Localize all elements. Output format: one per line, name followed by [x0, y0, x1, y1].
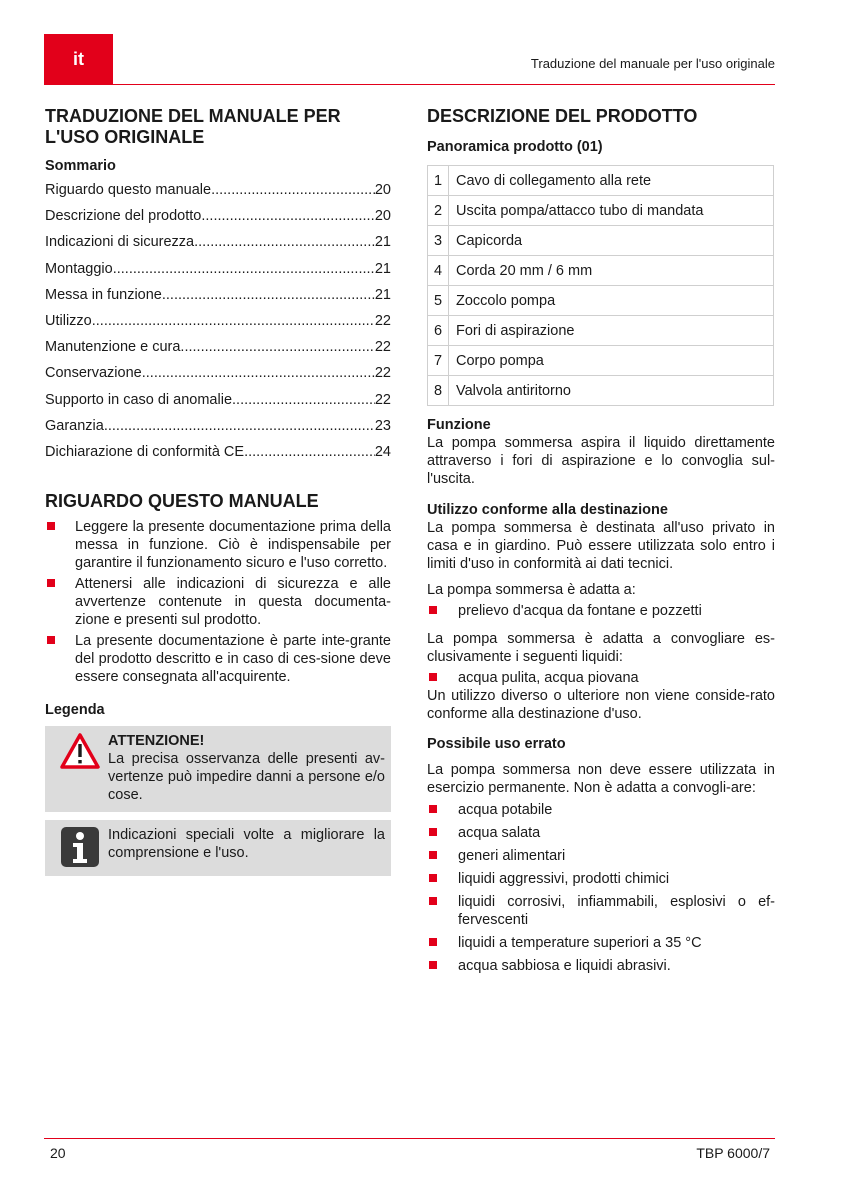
liquid-item: acqua pulita, acqua piovana — [427, 669, 775, 687]
part-name: Valvola antiritorno — [449, 376, 774, 406]
misuse-item: generi alimentari — [427, 847, 775, 865]
part-number: 1 — [428, 166, 449, 196]
table-row — [428, 346, 774, 376]
intended-use-heading: Utilizzo conforme alla destinazione — [427, 502, 668, 518]
about-bullet-list — [45, 518, 391, 686]
toc-heading: Sommario — [45, 158, 116, 174]
model-name: TBP 6000/7 — [696, 1145, 770, 1161]
toc-entry — [45, 181, 391, 207]
toc-entry-page: 24 — [374, 443, 391, 460]
about-bullet-item: Leggere la presente documentazione prima della messa in funzione. Ciò è indispensabile per garantire il funzionamento sicuro e l'uso corretto. — [45, 518, 391, 572]
part-name: Cavo di collegamento alla rete — [449, 166, 774, 196]
toc-entry-label: Conservazione — [45, 365, 142, 382]
toc-entry — [45, 338, 391, 364]
product-description-title: DESCRIZIONE DEL PRODOTTO — [427, 106, 698, 126]
misuse-heading: Possibile uso errato — [427, 736, 566, 752]
toc-entry-label: Descrizione del prodotto — [45, 208, 202, 225]
about-title: RIGUARDO QUESTO MANUALE — [45, 491, 319, 512]
toc-leader-dots — [201, 207, 374, 225]
about-bullet-item: La presente documentazione è parte inte-grante del prodotto descritto e in caso di ces-sione deve essere consegnata all'acquirente. — [45, 632, 391, 686]
language-tab: it — [44, 34, 113, 84]
function-heading: Funzione — [427, 417, 491, 433]
toc-entry-label: Garanzia — [45, 417, 104, 434]
toc-entry — [45, 286, 391, 312]
part-number: 7 — [428, 346, 449, 376]
part-number: 6 — [428, 316, 449, 346]
toc-entry — [45, 207, 391, 233]
toc-entry — [45, 260, 391, 286]
parts-table — [427, 165, 774, 406]
suitable-intro: La pompa sommersa è adatta a: — [427, 582, 636, 598]
main-title: TRADUZIONE DEL MANUALE PER L'USO ORIGINALE — [45, 106, 341, 147]
toc-leader-dots — [211, 181, 375, 199]
other-use-text: Un utilizzo diverso o ulteriore non viene conside-rato conforme alla destinazione d'uso. — [427, 688, 775, 722]
misuse-item: acqua salata — [427, 824, 775, 842]
footer-divider — [44, 1138, 775, 1139]
toc-entry — [45, 364, 391, 390]
intended-use-text: La pompa sommersa è destinata all'uso privato in casa e in giardino. Può essere utilizzata solo entro i limiti d'uso in conformità ai dati tecnici. — [427, 520, 775, 572]
toc-entry — [45, 233, 391, 259]
part-name: Fori di aspirazione — [449, 316, 774, 346]
table-row — [428, 316, 774, 346]
misuse-item: acqua sabbiosa e liquidi abrasivi. — [427, 957, 775, 975]
about-bullet-item: Attenersi alle indicazioni di sicurezza e alle avvertenze contenute in questa documenta-zione e presenti sul prodotto. — [45, 575, 391, 629]
part-name: Corda 20 mm / 6 mm — [449, 256, 774, 286]
toc-leader-dots — [180, 338, 374, 356]
warning-title: ATTENZIONE! — [108, 733, 205, 750]
warning-text: La precisa osservanza delle presenti av-vertenze può impedire danni a persone e/o cose. — [108, 751, 385, 804]
table-row — [428, 166, 774, 196]
part-number: 4 — [428, 256, 449, 286]
toc-leader-dots — [244, 443, 375, 461]
toc-entry-page: 20 — [374, 208, 391, 225]
info-text: Indicazioni speciali volte a migliorare la comprensione e l'uso. — [108, 827, 385, 862]
liquids-intro: La pompa sommersa è adatta a convogliare es-clusivamente i seguenti liquidi: — [427, 631, 775, 665]
toc-entry-page: 22 — [374, 312, 391, 329]
toc-leader-dots — [232, 391, 375, 409]
toc-entry-label: Montaggio — [45, 260, 113, 277]
part-name: Uscita pompa/attacco tubo di mandata — [449, 196, 774, 226]
info-icon — [51, 826, 108, 868]
toc-entry — [45, 391, 391, 417]
toc-entry-label: Supporto in caso di anomalie — [45, 391, 233, 408]
toc-entry-label: Messa in funzione — [45, 286, 162, 303]
toc-leader-dots — [194, 233, 375, 251]
left-column — [45, 106, 391, 876]
suitable-list — [427, 602, 775, 620]
part-name: Zoccolo pompa — [449, 286, 774, 316]
function-text: La pompa sommersa aspira il liquido direttamente attraverso i fori di aspirazione e lo convoglia sul-l'uscita. — [427, 435, 775, 487]
header-divider — [44, 84, 775, 85]
misuse-item: liquidi aggressivi, prodotti chimici — [427, 870, 775, 888]
suitable-item: prelievo d'acqua da fontane e pozzetti — [427, 602, 775, 620]
toc-entry-page: 22 — [374, 339, 391, 356]
toc-entry — [45, 312, 391, 338]
toc-entry-label: Manutenzione e cura — [45, 339, 181, 356]
part-name: Corpo pompa — [449, 346, 774, 376]
misuse-text: La pompa sommersa non deve essere utilizzata in esercizio permanente. Non è adatta a convogli-are: — [427, 762, 775, 796]
part-number: 3 — [428, 226, 449, 256]
toc-leader-dots — [162, 286, 375, 304]
legend-heading: Legenda — [45, 702, 105, 719]
misuse-item: liquidi corrosivi, infiammabili, esplosivi o ef-fervescenti — [427, 893, 775, 929]
table-row — [428, 226, 774, 256]
toc-entry-page: 21 — [374, 286, 391, 303]
toc-leader-dots — [142, 364, 375, 382]
table-row — [428, 376, 774, 406]
part-number: 5 — [428, 286, 449, 316]
toc-entry-label: Dichiarazione di conformità CE — [45, 443, 245, 460]
part-number: 2 — [428, 196, 449, 226]
page-number: 20 — [50, 1145, 66, 1161]
warning-triangle-icon — [51, 732, 108, 804]
toc-leader-dots — [113, 260, 375, 278]
right-column — [427, 106, 775, 975]
misuse-item: liquidi a temperature superiori a 35 °C — [427, 934, 775, 952]
toc-leader-dots — [92, 312, 375, 330]
liquids-list — [427, 669, 775, 687]
toc-entry-page: 22 — [374, 391, 391, 408]
part-number: 8 — [428, 376, 449, 406]
toc-entry-page: 21 — [374, 260, 391, 277]
warning-note — [45, 726, 391, 812]
toc-entry-label: Utilizzo — [45, 312, 92, 329]
part-name: Capicorda — [449, 226, 774, 256]
info-note — [45, 820, 391, 876]
toc-entry-page: 21 — [374, 234, 391, 251]
toc-entry-page: 23 — [374, 417, 391, 434]
toc-leader-dots — [104, 417, 375, 435]
toc-entry-label: Indicazioni di sicurezza — [45, 234, 195, 251]
overview-heading: Panoramica prodotto (01) — [427, 139, 603, 155]
toc-entry-label: Riguardo questo manuale — [45, 182, 212, 198]
header-title: Traduzione del manuale per l'uso originale — [530, 56, 775, 71]
table-row — [428, 196, 774, 226]
table-of-contents — [45, 181, 391, 469]
toc-entry-page: 22 — [374, 365, 391, 382]
table-row — [428, 256, 774, 286]
misuse-item: acqua potabile — [427, 801, 775, 819]
table-row — [428, 286, 774, 316]
toc-entry-page: 20 — [374, 182, 391, 198]
toc-entry — [45, 417, 391, 443]
toc-entry — [45, 443, 391, 469]
misuse-list — [427, 801, 775, 975]
